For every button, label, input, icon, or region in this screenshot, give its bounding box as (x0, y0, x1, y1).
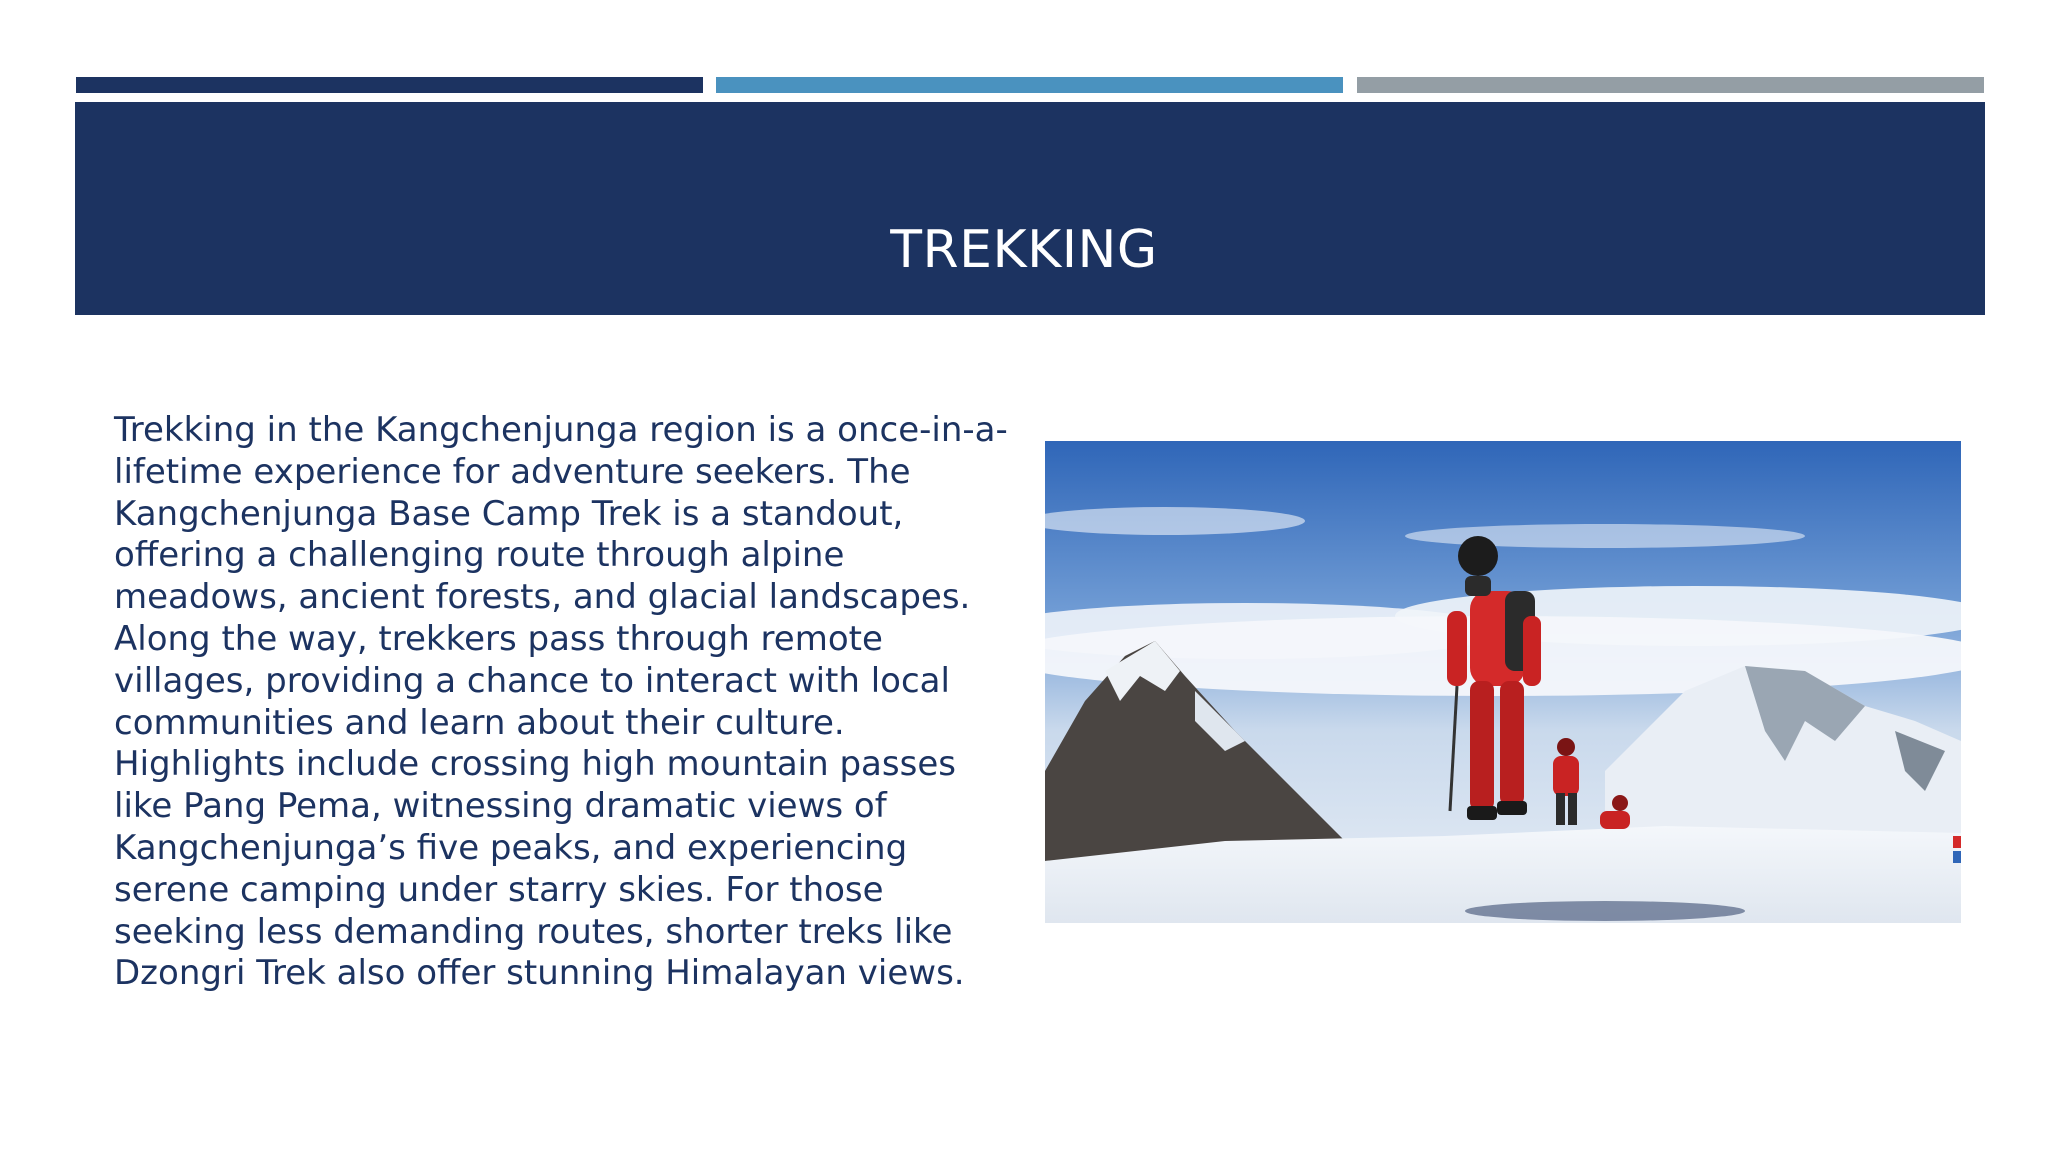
mountaineer-photo (1045, 441, 1961, 923)
accent-bar-blue (716, 77, 1343, 93)
slide-title: TREKKING (890, 220, 1158, 280)
accent-bar-gray (1357, 77, 1984, 93)
title-banner (75, 102, 1985, 315)
body-paragraph: Trekking in the Kangchenjunga region is a once-in-a-lifetime experience for adventure seekers. The Kangchenjunga Base Camp Trek is a standout, offering a challenging route through alpine meadows, ancient forests, and glacial landscapes. Along the way, trekkers pass through remote villages, providing a chance to interact with local communities and learn about their culture. Highlights include crossing high mountain passes like Pang Pema, witnessing dramatic views of Kangchenjunga’s five peaks, and experiencing serene camping under starry skies. For those seeking less demanding routes, shorter treks like Dzongri Trek also offer stunning Himalayan views. (114, 410, 1008, 994)
accent-bar-navy (76, 77, 703, 93)
